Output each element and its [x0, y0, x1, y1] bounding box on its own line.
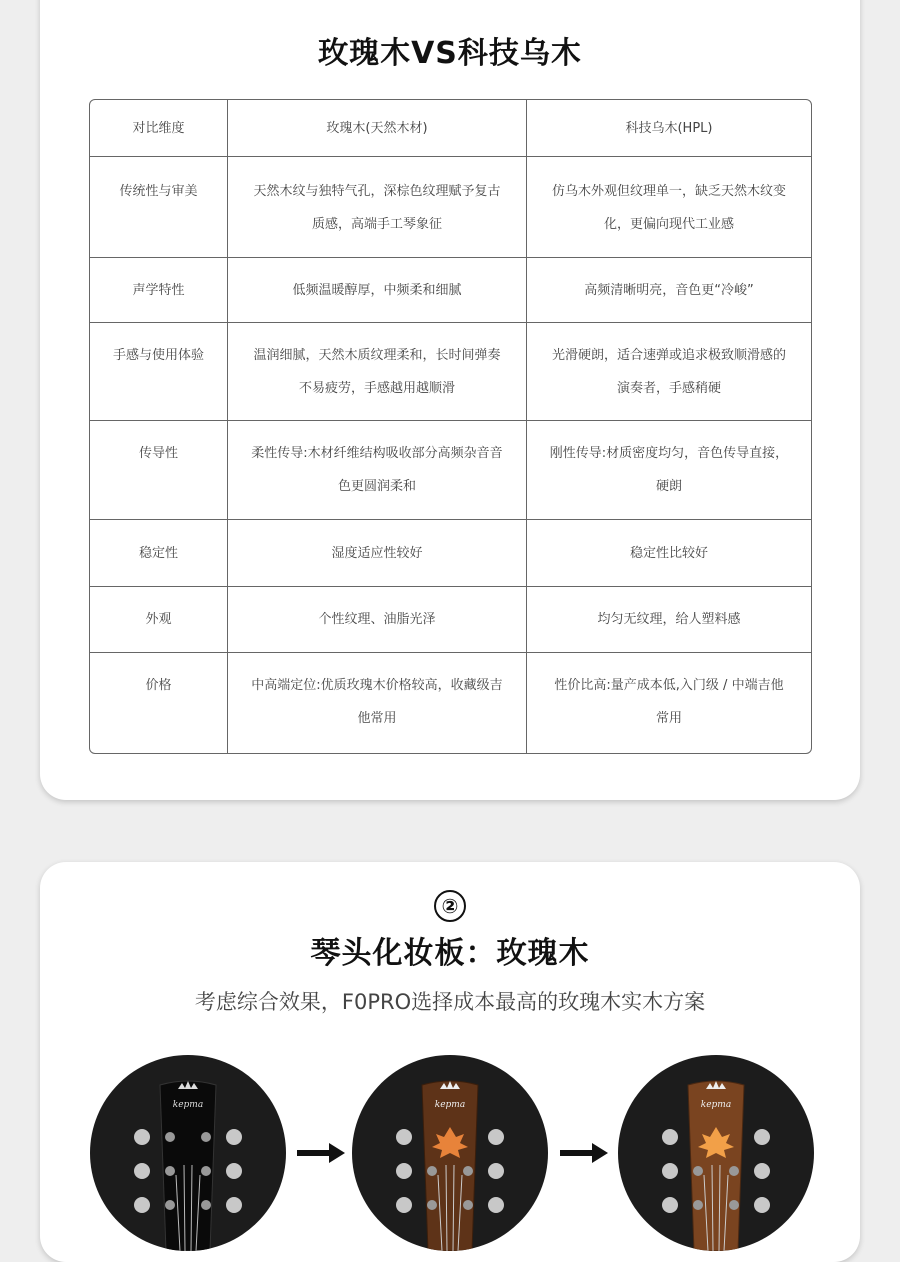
brand-logo-text: kepma: [700, 1100, 732, 1110]
table-cell: 温润细腻，天然木质纹理柔和，长时间弹奏不易疲劳，手感越用越顺滑: [228, 323, 527, 421]
table-cell: 外观: [90, 587, 228, 653]
header-cell: 玫瑰木(天然木材): [228, 100, 527, 157]
table-cell: 稳定性: [90, 520, 228, 587]
table-cell: 稳定性比较好: [527, 520, 811, 587]
header-cell: 科技乌木(HPL): [527, 100, 811, 157]
table-cell: 刚性传导:材质密度均匀，音色传导直接，硬朗: [527, 421, 811, 520]
table-cell: 低频温暖醇厚，中频柔和细腻: [228, 258, 527, 323]
header-cell: 对比维度: [90, 100, 228, 157]
table-cell: 性价比高:量产成本低,入门级 / 中端吉他常用: [554, 678, 784, 726]
table-cell: 中高端定位:优质玫瑰木价格较高，收藏级吉他常用: [228, 653, 527, 753]
brand-logo-text: kepma: [434, 1100, 466, 1110]
table-cell: 声学特性: [90, 258, 228, 323]
table-row: [90, 520, 811, 587]
black-headstock-icon: [90, 1055, 286, 1251]
table-cell: 高频清晰明亮，音色更“冷峻”: [527, 258, 811, 323]
brand-logo-text: kepma: [172, 1100, 204, 1110]
comparison-title: 玫瑰木VS科技乌木: [318, 36, 582, 71]
table-cell: 光滑硬朗，适合速弹或追求极致顺滑感的演奏者，手感稍硬: [527, 323, 811, 421]
table-cell: 传统性与审美: [90, 157, 228, 258]
headstock-subtitle: 考虑综合效果，F0PRO选择成本最高的玫瑰木实木方案: [194, 990, 706, 1014]
table-cell: 柔性传导:木材纤维结构吸收部分高频杂音音色更圆润柔和: [228, 421, 527, 520]
table-row: [90, 587, 811, 653]
table-cell: 湿度适应性较好: [228, 520, 527, 587]
arrow-right-icon: [560, 1143, 608, 1167]
table-row: [90, 157, 811, 258]
section-number-badge: ②: [434, 890, 466, 922]
comparison-table: [89, 99, 812, 754]
table-cell: 价格: [90, 653, 228, 753]
table-row: [90, 258, 811, 323]
table-row: [90, 421, 811, 520]
table-cell: 仿乌木外观但纹理单一，缺乏天然木纹变化，更偏向现代工业感: [527, 157, 811, 258]
headstock-title: 琴头化妆板：玫瑰木: [310, 936, 590, 971]
table-row: [90, 653, 811, 753]
table-header-row: [90, 100, 811, 157]
table-cell: 个性纹理、油脂光泽: [228, 587, 527, 653]
rosewood-headstock-icon: [352, 1055, 548, 1251]
arrow-right-icon: [297, 1143, 345, 1167]
table-cell: 手感与使用体验: [90, 323, 228, 421]
table-cell: 均匀无纹理，给人塑料感: [527, 587, 811, 653]
table-cell: 天然木纹与独特气孔，深棕色纹理赋予复古质感，高端手工琴象征: [228, 157, 527, 258]
table-cell: 传导性: [90, 421, 228, 520]
rosewood-headstock-icon: [618, 1055, 814, 1251]
table-row: [90, 323, 811, 421]
